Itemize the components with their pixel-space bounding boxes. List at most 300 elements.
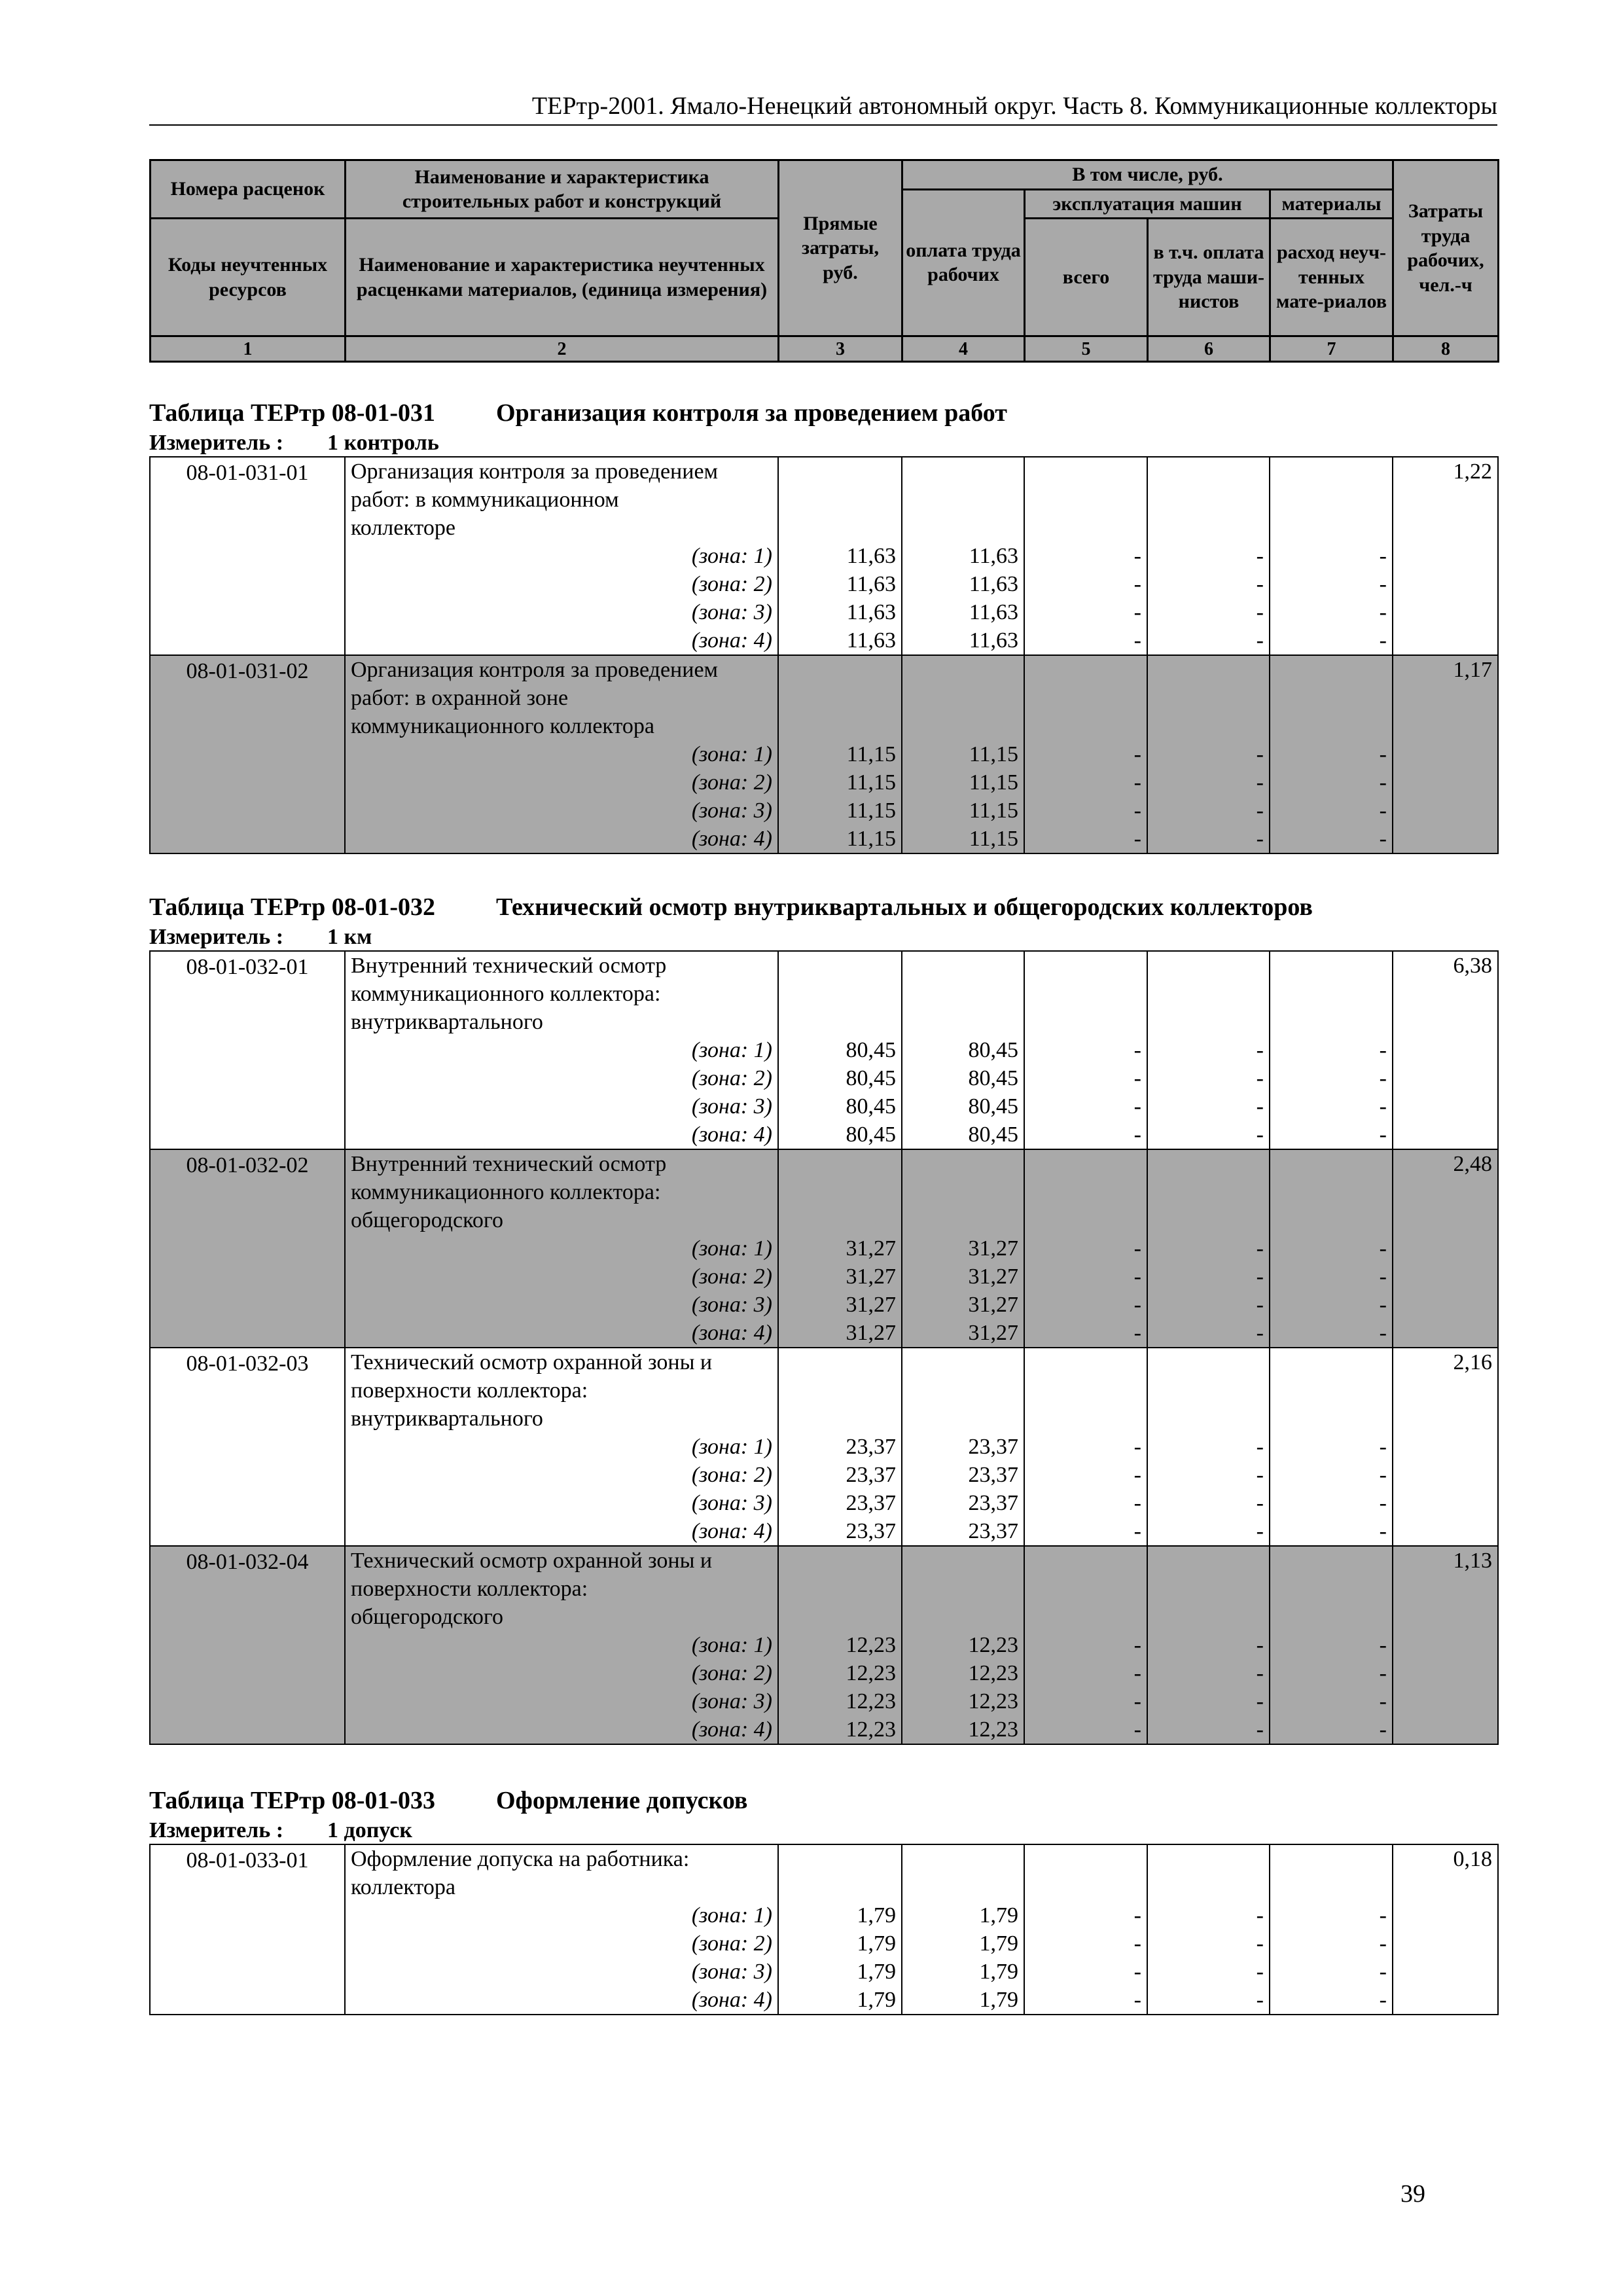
empty-line [1270,486,1392,514]
labor-pay-value-cell [902,1844,1024,2015]
table-code: Таблица ТЕРтр 08-01-033 [149,1787,436,1814]
empty-line [902,1603,1024,1631]
table-name: Оформление допусков [496,1787,748,1814]
description-line: Оформление допуска на работника: [351,1847,690,1871]
materials-value: - [1379,1661,1387,1685]
machines-total-value: - [1133,1236,1141,1261]
rate-description-cell [345,1149,778,1348]
table-row [150,951,1498,1149]
direct-cost-value: 31,27 [846,1321,896,1345]
empty-line [779,1178,901,1206]
machines-total-value: - [1133,1519,1141,1543]
materials-value: - [1379,770,1387,795]
labor-pay-value: 12,23 [968,1717,1018,1742]
empty-line [1148,1348,1269,1376]
machines-total-value-cell [1024,951,1147,1149]
rate-table [149,1844,1499,2015]
direct-cost-value-cell [778,1546,902,1744]
labor-hours-cell [1393,457,1498,655]
materials-value: - [1379,1293,1387,1317]
labor-pay-value: 11,15 [969,742,1018,766]
materials-value: - [1379,1689,1387,1713]
rate-table [149,950,1499,1745]
zone-label: (зона: 4) [691,1717,772,1742]
labor-pay-value: 12,23 [968,1689,1018,1713]
column-number: 3 [779,336,902,362]
direct-cost-value-cell [778,1844,902,2015]
machines-total-value: - [1133,1038,1141,1062]
labor-pay-value: 80,45 [968,1122,1018,1147]
machinists-pay-value: - [1256,742,1264,766]
machines-total-value-cell [1024,1348,1147,1546]
direct-cost-value: 11,15 [846,827,896,851]
direct-cost-value: 11,15 [846,798,896,823]
machinists-pay-value: - [1256,1903,1264,1928]
rate-code-cell [150,1348,345,1546]
machinists-pay-value-cell [1147,457,1270,655]
empty-line [902,1575,1024,1603]
labor-pay-value: 80,45 [968,1038,1018,1062]
rate-code: 08-01-032-02 [186,1153,309,1177]
machinists-pay-value: - [1256,1717,1264,1742]
empty-line [779,1873,901,1901]
empty-line [902,1150,1024,1178]
machinists-pay-value: - [1256,1661,1264,1685]
empty-line [1025,1150,1147,1178]
table-row [150,1348,1498,1546]
direct-cost-value: 80,45 [846,1122,896,1147]
materials-value: - [1379,1988,1387,2012]
zone-label: (зона: 2) [691,1265,772,1289]
empty-line [902,1348,1024,1376]
direct-cost-value: 12,23 [846,1717,896,1742]
description-line: поверхности коллектора: [351,1577,588,1601]
machines-total-value: - [1133,1265,1141,1289]
labor-hours-value: 1,17 [1453,658,1492,682]
table-title [149,396,1497,430]
rate-code-cell [150,1546,345,1744]
direct-cost-value: 12,23 [846,1633,896,1657]
machinists-pay-value: - [1256,1293,1264,1317]
machinists-pay-value: - [1256,827,1264,851]
rate-code-cell [150,1844,345,2015]
zone-label: (зона: 1) [691,742,772,766]
empty-line [779,1150,901,1178]
machines-total-value: - [1133,1094,1141,1119]
rate-description-cell [345,655,778,853]
direct-cost-value: 31,27 [846,1265,896,1289]
materials-value-cell [1270,655,1393,853]
empty-line [1270,1008,1392,1036]
machines-total-value: - [1133,572,1141,596]
machinists-pay-value: - [1256,1463,1264,1487]
materials-value: - [1379,1265,1387,1289]
machines-total-value-cell [1024,457,1147,655]
machinists-pay-value: - [1256,1960,1264,1984]
machinists-pay-value: - [1256,1633,1264,1657]
empty-line [1025,1575,1147,1603]
empty-line [1148,656,1269,684]
rate-description-cell [345,1546,778,1744]
empty-line [1148,1405,1269,1433]
materials-value-cell [1270,1149,1393,1348]
col-including-header: В том числе, руб. [902,160,1393,190]
machines-total-value-cell [1024,1149,1147,1348]
labor-hours-value: 2,48 [1453,1152,1492,1176]
empty-line [779,712,901,740]
labor-hours-cell [1393,1348,1498,1546]
meter-value: 1 км [327,925,372,949]
empty-line [1025,1376,1147,1405]
empty-line [902,1008,1024,1036]
zone-label: (зона: 1) [691,1236,772,1261]
labor-pay-value: 11,63 [969,600,1018,624]
empty-line [1025,1873,1147,1901]
empty-line [902,952,1024,980]
labor-pay-value: 31,27 [968,1236,1018,1261]
rate-table [149,456,1499,854]
direct-cost-value-cell [778,951,902,1149]
machines-total-value: - [1133,770,1141,795]
machinists-pay-value: - [1256,600,1264,624]
materials-value: - [1379,742,1387,766]
rate-table-section [149,1784,1497,2015]
empty-line [1148,684,1269,712]
empty-line [779,952,901,980]
machinists-pay-value-cell [1147,951,1270,1149]
empty-line [1025,1008,1147,1036]
direct-cost-value: 1,79 [857,1931,896,1956]
direct-cost-value: 11,63 [846,628,896,653]
empty-line [1025,712,1147,740]
machines-total-value: - [1133,1717,1141,1742]
empty-line [1270,1603,1392,1631]
machinists-pay-value: - [1256,1094,1264,1119]
zone-label: (зона: 2) [691,1931,772,1956]
machinists-pay-value: - [1256,1066,1264,1090]
description-line: общегородского [351,1208,503,1232]
col-rate-number-header: Номера расценок [151,160,346,219]
meter-line [149,430,1497,456]
direct-cost-value: 31,27 [846,1293,896,1317]
description-line: Технический осмотр охранной зоны и [351,1549,713,1573]
direct-cost-value: 11,63 [846,544,896,568]
direct-cost-value: 1,79 [857,1960,896,1984]
materials-value-cell [1270,951,1393,1149]
table-title [149,1784,1497,1818]
empty-line [1148,1150,1269,1178]
direct-cost-value: 80,45 [846,1066,896,1090]
meter-label: Измеритель : [149,431,284,455]
empty-line [779,1376,901,1405]
rate-code: 08-01-032-04 [186,1550,309,1574]
empty-line [1148,514,1269,542]
description-line: коммуникационного коллектора: [351,982,661,1006]
labor-hours-value: 1,13 [1453,1549,1492,1573]
col-materials-name-header: Наименование и характеристика неучтенных расценками материалов, (единица измерения) [346,219,779,336]
empty-line [902,1376,1024,1405]
machines-total-value: - [1133,1960,1141,1984]
col-machines-total-header: всего [1025,219,1148,336]
empty-line [902,486,1024,514]
empty-line [1270,1348,1392,1376]
direct-cost-value: 31,27 [846,1236,896,1261]
empty-line [1148,1575,1269,1603]
description-line: коллектора [351,1875,455,1899]
labor-pay-value: 11,15 [969,798,1018,823]
empty-line [779,486,901,514]
empty-line [1270,457,1392,486]
machines-total-value: - [1133,1931,1141,1956]
meter-label: Измеритель : [149,925,284,949]
direct-cost-value: 80,45 [846,1038,896,1062]
zone-label: (зона: 2) [691,1661,772,1685]
machines-total-value: - [1133,1689,1141,1713]
zone-label: (зона: 2) [691,1463,772,1487]
materials-value: - [1379,1094,1387,1119]
empty-line [1025,980,1147,1008]
empty-line [1270,684,1392,712]
description-line: работ: в охранной зоне [351,686,569,710]
direct-cost-value-cell [778,1348,902,1546]
rate-code: 08-01-031-02 [186,659,309,683]
materials-value: - [1379,1903,1387,1928]
machinists-pay-value: - [1256,1491,1264,1515]
materials-value-cell [1270,1844,1393,2015]
machines-total-value: - [1133,742,1141,766]
machinists-pay-value: - [1256,1122,1264,1147]
machines-total-value: - [1133,1066,1141,1090]
labor-hours-value: 2,16 [1453,1350,1492,1374]
labor-pay-value: 11,15 [969,770,1018,795]
machines-total-value: - [1133,544,1141,568]
machinists-pay-value-cell [1147,1149,1270,1348]
labor-hours-value: 6,38 [1453,954,1492,978]
empty-line [902,1405,1024,1433]
materials-value: - [1379,1633,1387,1657]
column-number: 2 [346,336,779,362]
direct-cost-value: 1,79 [857,1903,896,1928]
empty-line [1025,684,1147,712]
labor-pay-value: 1,79 [979,1960,1018,1984]
machines-total-value: - [1133,1122,1141,1147]
direct-cost-value-cell [778,1149,902,1348]
materials-value: - [1379,572,1387,596]
page-number: 39 [1400,2180,1425,2208]
running-header: ТЕРтр-2001. Ямало-Ненецкий автономный округ. Часть 8. Коммуникационные коллекторы [149,92,1497,126]
empty-line [1270,656,1392,684]
labor-pay-value-cell [902,1149,1024,1348]
labor-hours-cell [1393,951,1498,1149]
empty-line [779,1348,901,1376]
col-labor-pay-header: оплата труда рабочих [902,189,1025,336]
column-number: 8 [1393,336,1499,362]
table-row [150,1149,1498,1348]
empty-line [1025,1603,1147,1631]
meter-line [149,924,1497,950]
description-line: работ: в коммуникационном [351,488,619,512]
labor-hours-value: 0,18 [1453,1847,1492,1871]
materials-value-cell [1270,1348,1393,1546]
labor-pay-value: 31,27 [968,1265,1018,1289]
description-line: внутриквартального [351,1010,543,1034]
zone-label: (зона: 3) [691,1689,772,1713]
empty-line [1270,1376,1392,1405]
empty-line [779,1845,901,1873]
empty-line [1025,1405,1147,1433]
labor-hours-cell [1393,1149,1498,1348]
labor-pay-value: 31,27 [968,1293,1018,1317]
labor-pay-value-cell [902,1546,1024,1744]
meter-value: 1 допуск [327,1818,412,1842]
direct-cost-value: 1,79 [857,1988,896,2012]
empty-line [779,1206,901,1234]
machines-total-value-cell [1024,655,1147,853]
machinists-pay-value: - [1256,1265,1264,1289]
materials-value: - [1379,1038,1387,1062]
empty-line [779,684,901,712]
labor-pay-value: 31,27 [968,1321,1018,1345]
rate-code: 08-01-031-01 [186,461,309,485]
direct-cost-value: 23,37 [846,1491,896,1515]
empty-line [902,1178,1024,1206]
empty-line [1270,980,1392,1008]
zone-label: (зона: 2) [691,572,772,596]
description-line: Организация контроля за проведением [351,658,719,682]
zone-label: (зона: 2) [691,770,772,795]
empty-line [902,457,1024,486]
zone-label: (зона: 2) [691,1066,772,1090]
zone-label: (зона: 1) [691,544,772,568]
materials-value: - [1379,1321,1387,1345]
machinists-pay-value: - [1256,1038,1264,1062]
direct-cost-value: 12,23 [846,1661,896,1685]
zone-label: (зона: 4) [691,1519,772,1543]
empty-line [1270,1547,1392,1575]
table-row [150,457,1498,655]
description-line: коммуникационного коллектора: [351,1180,661,1204]
direct-cost-value-cell [778,457,902,655]
column-header-table [149,159,1499,363]
empty-line [1270,1575,1392,1603]
rate-description-cell [345,951,778,1149]
column-number: 5 [1025,336,1148,362]
labor-pay-value-cell [902,951,1024,1149]
empty-line [902,1547,1024,1575]
materials-value: - [1379,1960,1387,1984]
empty-line [1025,457,1147,486]
description-line: Внутренний технический осмотр [351,1152,667,1176]
column-number: 7 [1270,336,1393,362]
description-line: Внутренний технический осмотр [351,954,667,978]
machinists-pay-value-cell [1147,1546,1270,1744]
empty-line [1025,1178,1147,1206]
rate-code-cell [150,655,345,853]
machinists-pay-value: - [1256,1236,1264,1261]
materials-value: - [1379,1066,1387,1090]
empty-line [902,1845,1024,1873]
empty-line [1148,1206,1269,1234]
empty-line [779,514,901,542]
materials-value: - [1379,628,1387,653]
empty-line [1025,514,1147,542]
empty-line [1148,1008,1269,1036]
machinists-pay-value: - [1256,544,1264,568]
materials-value: - [1379,827,1387,851]
zone-label: (зона: 3) [691,1094,772,1119]
labor-pay-value: 1,79 [979,1931,1018,1956]
rate-code-cell [150,457,345,655]
machinists-pay-value: - [1256,572,1264,596]
machinists-pay-value: - [1256,1519,1264,1543]
labor-pay-value: 1,79 [979,1988,1018,2012]
empty-line [1148,952,1269,980]
col-machinists-pay-header: в т.ч. оплата труда маши-нистов [1148,219,1270,336]
rate-description-cell [345,1348,778,1546]
empty-line [1148,1376,1269,1405]
empty-line [779,1575,901,1603]
labor-pay-value: 23,37 [968,1491,1018,1515]
labor-pay-value: 11,63 [969,572,1018,596]
description-line: внутриквартального [351,1407,543,1431]
col-resource-codes-header: Коды неучтенных ресурсов [151,219,346,336]
materials-value: - [1379,1491,1387,1515]
zone-label: (зона: 4) [691,1321,772,1345]
empty-line [1270,1405,1392,1433]
empty-line [1270,712,1392,740]
empty-line [1025,1845,1147,1873]
machines-total-value: - [1133,827,1141,851]
labor-pay-value: 12,23 [968,1661,1018,1685]
rate-code: 08-01-032-01 [186,955,309,979]
labor-hours-value: 1,22 [1453,459,1492,484]
rate-code: 08-01-033-01 [186,1848,309,1873]
machines-total-value: - [1133,1463,1141,1487]
meter-line [149,1818,1497,1844]
labor-pay-value: 23,37 [968,1519,1018,1543]
rate-description-cell [345,457,778,655]
meter-value: 1 контроль [327,431,439,455]
machines-total-value-cell [1024,1844,1147,2015]
direct-cost-value: 11,15 [846,742,896,766]
materials-value: - [1379,1435,1387,1459]
direct-cost-value: 11,63 [846,600,896,624]
rate-code: 08-01-032-03 [186,1352,309,1376]
machinists-pay-value: - [1256,798,1264,823]
zone-label: (зона: 4) [691,827,772,851]
machinists-pay-value-cell [1147,1348,1270,1546]
column-numbers-row [151,336,1499,362]
direct-cost-value: 11,63 [846,572,896,596]
col-unaccounted-materials-header: расход неуч-тенных мате-риалов [1270,219,1393,336]
machinists-pay-value: - [1256,1435,1264,1459]
materials-value: - [1379,1931,1387,1956]
rate-table-section [149,396,1497,854]
machines-total-value-cell [1024,1546,1147,1744]
empty-line [902,684,1024,712]
description-line: коллекторе [351,516,455,540]
col-materials-header: материалы [1270,189,1393,219]
description-line: общегородского [351,1605,503,1629]
empty-line [1148,1845,1269,1873]
description-line: Технический осмотр охранной зоны и [351,1350,713,1374]
labor-pay-value: 11,63 [969,544,1018,568]
empty-line [902,712,1024,740]
machines-total-value: - [1133,798,1141,823]
zone-label: (зона: 1) [691,1903,772,1928]
empty-line [902,514,1024,542]
col-direct-costs-header: Прямые затраты, руб. [779,160,902,336]
